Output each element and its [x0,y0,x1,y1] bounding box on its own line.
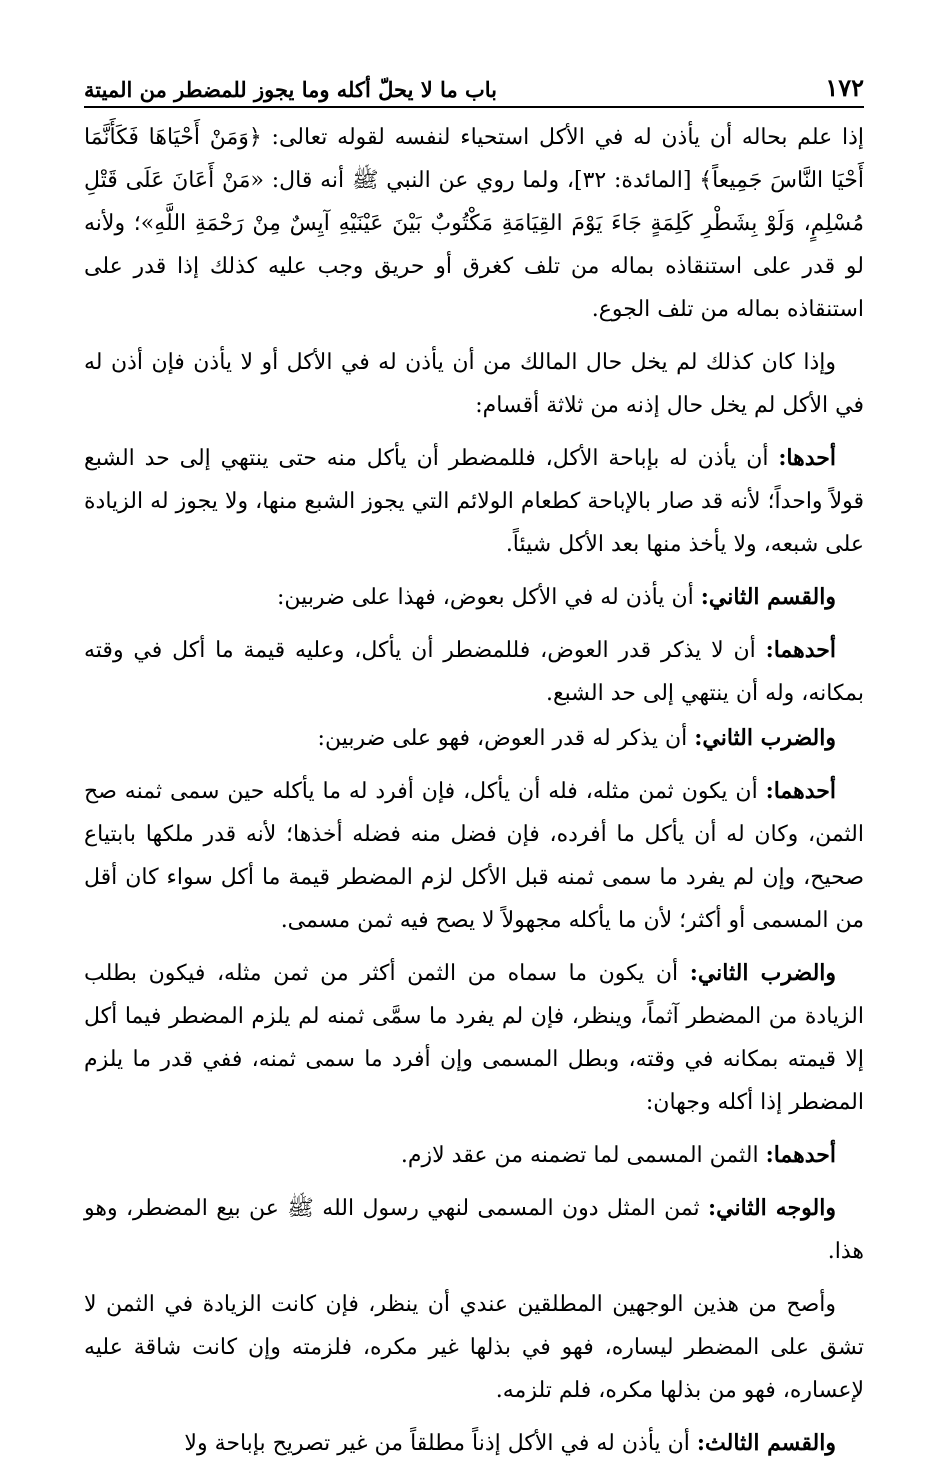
paragraph-text: أن يأذن له في الأكل إذناً مطلقاً من غير تصريح بإباحة ولا [184,1431,690,1456]
paragraph-lead: والقسم الثاني: [700,584,836,610]
paragraph-second-type [84,717,864,760]
paragraph-intro [84,116,864,331]
paragraph-author-opinion [84,1283,864,1412]
paragraph-lead: والقسم الثالث: [696,1430,836,1456]
paragraph-text: أن يكون ما سماه من الثمن أكثر من ثمن مثله، فيكون بطلب الزيادة من المضطر آثماً، وينظر، فإن لم يفرد ما سمَّى ثمنه لم يلزم المضطر فيما أكل إلا قيمته بمكانه في وقته، وبطل المسمى وإن أفرد ما سمى ثمنه، ففي قدر ما يلزم المضطر إذا أكله وجهان: [84,961,864,1115]
paragraph-text: أن يذكر له قدر العوض، فهو على ضربين: [317,726,688,751]
paragraph-text: وأصح من هذين الوجهين المطلقين عندي أن ينظر، فإن كانت الزيادة في الثمن لا تشق على المضطر ليساره، فهو في بذلها غير مكره، فلزمته وإن كانت شاقة عليه لإعساره، فهو من بذلها مكره، فلم تلزمه. [84,1292,864,1403]
paragraph-lead: أحدهما: [765,778,836,804]
paragraph-text: وإذا كان كذلك لم يخل حال المالك من أن يأذن له في الأكل أو لا يأذن فإن أذن له في الأكل لم يخل حال إذنه من ثلاثة أقسام: [84,350,864,418]
paragraph-lead: أحدهما: [765,637,837,663]
paragraph-text: أن يأذن له بإباحة الأكل، فللمضطر أن يأكل منه حتى ينتهي إلى حد الشبع قولاً واحداً؛ لأنه قد صار بالإباحة كطعام الولائم التي يجوز الشبع منها، ولا يجوز له الزيادة على شبعه، ولا يأخذ منها بعد الأكل شيئاً. [84,446,864,557]
paragraph-lead: والوجه الثاني: [708,1195,836,1221]
book-page [84,62,864,1475]
paragraph-lead: والضرب الثاني: [694,725,836,751]
paragraph-text: ثمن المثل دون المسمى لنهي رسول الله ﷺ عن بيع المضطر، وهو هذا. [84,1196,864,1264]
paragraph-text: أن يأذن له في الأكل بعوض، فهذا على ضربين: [277,585,694,610]
paragraph-text: أن يكون ثمن مثله، فله أن يأكل، فإن أفرد له ما يأكله حين سمى ثمنه صح الثمن، وكان له أن يأكل ما أفرده، فإن فضل منه فضله أخذها؛ لأنه قدر ملكها بابتياع صحيح، وإن لم يفرد ما سمى ثمنه قبل الأكل لزم المضطر قيمة ما أكل سواء كان أقل من المسمى أو أكثر؛ لأن ما يأكله مجهولاً لا يصح فيه ثمن مسمى. [84,779,864,933]
page-header [84,62,864,108]
paragraph-lead: والضرب الثاني: [689,960,837,986]
page-body [84,116,864,1465]
paragraph-text: أن لا يذكر قدر العوض، فللمضطر أن يأكل، وعليه قيمة ما أكل في وقته بمكانه، وله أن ينتهي إلى حد الشبع. [84,638,864,706]
page-number: ١٧٢ [825,73,864,102]
paragraph-second-section [84,576,864,619]
paragraph-text: الثمن المسمى لما تضمنه من عقد لازم. [400,1143,759,1168]
paragraph-first-section [84,437,864,566]
paragraph-first-aspect [84,1134,864,1177]
paragraph-higher-price [84,952,864,1124]
paragraph-equal-price [84,770,864,942]
running-title: باب ما لا يحلّ أكله وما يجوز للمضطر من الميتة [84,77,498,102]
paragraph-lead: أحدها: [778,445,836,471]
paragraph-text: إذا علم بحاله أن يأذن له في الأكل استحياء لنفسه لقوله تعالى: ﴿وَمَنْ أَحْيَاهَا فَكَأَنَّمَا أَحْيَا النَّاسَ جَمِيعاً﴾ [المائدة: ٣٢]، ولما روي عن النبي ﷺ أنه قال: «مَنْ أَعَانَ عَلَى قَتْلِ مُسْلِمٍ، وَلَوْ بِشَطْرِ كَلِمَةٍ جَاءَ يَوْمَ القِيَامَةِ مَكْتُوبٌ بَيْنَ عَيْنَيْهِ آيِسٌ مِنْ رَحْمَةِ اللَّهِ»؛ ولأنه لو قدر على استنقاذه بماله من تلف كغرق أو حريق وجب عليه كذلك إذا قدر على استنقاذه بماله من تلف الجوع. [84,125,864,322]
paragraph-third-section [84,1422,864,1465]
paragraph-first-type [84,629,864,715]
paragraph-second-aspect [84,1187,864,1273]
paragraph-division [84,341,864,427]
paragraph-lead: أحدهما: [765,1142,836,1168]
